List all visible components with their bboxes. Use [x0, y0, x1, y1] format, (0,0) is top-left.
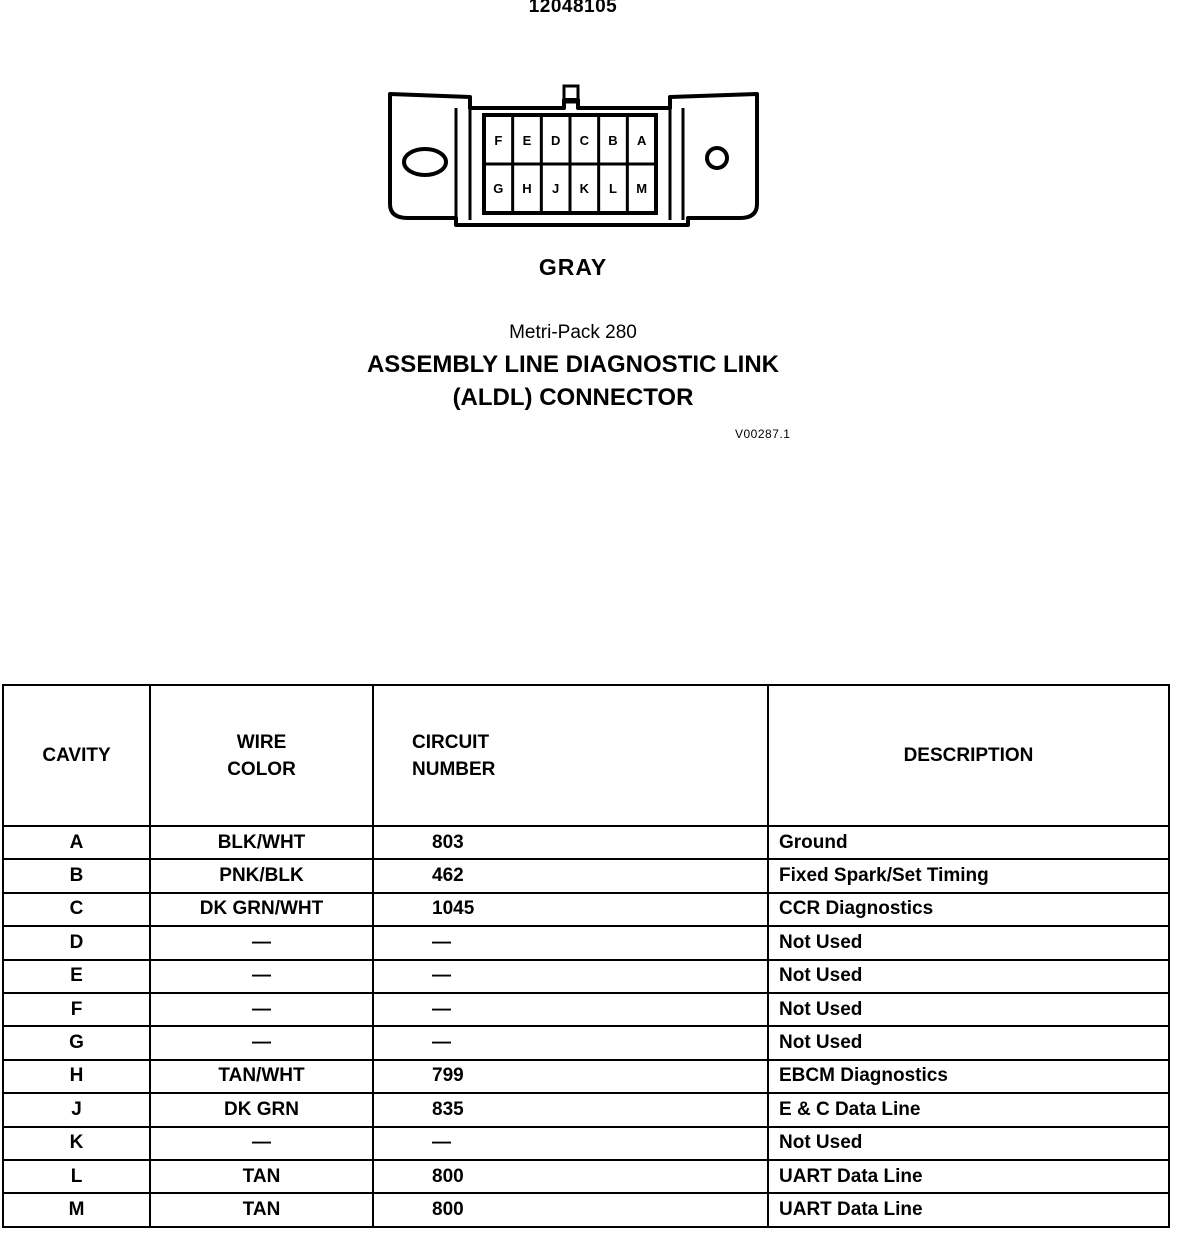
- wire-color-cell: TAN: [150, 1193, 373, 1226]
- table-row: [3, 1160, 1169, 1193]
- cavity-cell: M: [3, 1193, 150, 1226]
- cavity-cell: G: [3, 1026, 150, 1059]
- table-header-row: [3, 685, 1169, 826]
- wire-color-cell: —: [150, 993, 373, 1026]
- description-cell: UART Data Line: [768, 1160, 1169, 1193]
- table-row: [3, 893, 1169, 926]
- top-row-cavity-label: B: [608, 133, 618, 148]
- table-row: [3, 1193, 1169, 1226]
- cavity-cell: L: [3, 1160, 150, 1193]
- connector-title-line2: (ALDL) CONNECTOR: [452, 384, 694, 411]
- circuit-cell: 800: [373, 1193, 768, 1226]
- bottom-row-cavity-label: G: [493, 181, 504, 196]
- description-cell: Not Used: [768, 1026, 1169, 1059]
- wire-color-cell: —: [150, 926, 373, 959]
- table-row: [3, 826, 1169, 859]
- mounting-slot-left: [404, 149, 446, 175]
- connector-title: [0, 348, 1146, 414]
- cavity-cell: F: [3, 993, 150, 1026]
- circuit-cell: 803: [373, 826, 768, 859]
- description-cell: UART Data Line: [768, 1193, 1169, 1226]
- circuit-cell: —: [373, 1127, 768, 1160]
- table-row: [3, 1026, 1169, 1059]
- table-row: [3, 1127, 1169, 1160]
- cavity-cell: H: [3, 1060, 150, 1093]
- bottom-row-cavity-label: J: [552, 181, 560, 196]
- pinout-table: [2, 684, 1170, 1228]
- wire-color-cell: —: [150, 960, 373, 993]
- wire-color-cell: BLK/WHT: [150, 826, 373, 859]
- bottom-row-cavity-label: L: [609, 181, 617, 196]
- circuit-cell: 800: [373, 1160, 768, 1193]
- table-row: [3, 859, 1169, 892]
- top-row-cavity-label: D: [550, 133, 561, 148]
- description-cell: Not Used: [768, 993, 1169, 1026]
- wire-color-cell: —: [150, 1127, 373, 1160]
- circuit-cell: 799: [373, 1060, 768, 1093]
- description-cell: Not Used: [768, 926, 1169, 959]
- top-row-cavity-label: E: [522, 133, 532, 148]
- cavity-cell: C: [3, 893, 150, 926]
- top-row-cavity-label: A: [636, 133, 647, 148]
- circuit-cell: 1045: [373, 893, 768, 926]
- cavity-cell: A: [3, 826, 150, 859]
- description-cell: Not Used: [768, 960, 1169, 993]
- wire-color-cell: —: [150, 1026, 373, 1059]
- table-row: [3, 993, 1169, 1026]
- figure-id: V00287.1: [735, 427, 791, 441]
- table-row: [3, 1060, 1169, 1093]
- connector-color: GRAY: [538, 254, 608, 280]
- cavity-cell: B: [3, 859, 150, 892]
- cavity-cell: D: [3, 926, 150, 959]
- wire-color-cell: TAN: [150, 1160, 373, 1193]
- circuit-cell: —: [373, 926, 768, 959]
- circuit-cell: —: [373, 960, 768, 993]
- wire-color-cell: PNK/BLK: [150, 859, 373, 892]
- part-number: 12048105: [528, 0, 618, 17]
- top-row-cavity-label: F: [494, 133, 503, 148]
- connector-type: Metri-Pack 280: [509, 322, 637, 343]
- table-row: [3, 960, 1169, 993]
- bottom-row-cavity-label: H: [522, 181, 532, 196]
- bottom-row-cavity-label: M: [636, 181, 648, 196]
- wire-color-cell: DK GRN: [150, 1093, 373, 1126]
- header-cavity: CAVITY: [3, 685, 150, 826]
- wire-color-cell: DK GRN/WHT: [150, 893, 373, 926]
- circuit-cell: —: [373, 993, 768, 1026]
- wire-color-cell: TAN/WHT: [150, 1060, 373, 1093]
- header-circuit-number: CIRCUIT NUMBER: [373, 685, 768, 826]
- description-cell: E & C Data Line: [768, 1093, 1169, 1126]
- description-cell: CCR Diagnostics: [768, 893, 1169, 926]
- aldl-connector-diagram: [380, 80, 770, 230]
- description-cell: Fixed Spark/Set Timing: [768, 859, 1169, 892]
- mounting-hole-right: [707, 148, 727, 168]
- header-description: DESCRIPTION: [768, 685, 1169, 826]
- cavity-cell: E: [3, 960, 150, 993]
- description-cell: Not Used: [768, 1127, 1169, 1160]
- circuit-cell: —: [373, 1026, 768, 1059]
- table-row: [3, 1093, 1169, 1126]
- circuit-cell: 462: [373, 859, 768, 892]
- cavity-cell: K: [3, 1127, 150, 1160]
- bottom-row-cavity-label: K: [579, 181, 590, 196]
- top-row-cavity-label: C: [579, 133, 590, 148]
- circuit-cell: 835: [373, 1093, 768, 1126]
- description-cell: Ground: [768, 826, 1169, 859]
- table-row: [3, 926, 1169, 959]
- description-cell: EBCM Diagnostics: [768, 1060, 1169, 1093]
- connector-title-line1: ASSEMBLY LINE DIAGNOSTIC LINK: [366, 351, 780, 378]
- header-wire-color: WIRE COLOR: [150, 685, 373, 826]
- cavity-cell: J: [3, 1093, 150, 1126]
